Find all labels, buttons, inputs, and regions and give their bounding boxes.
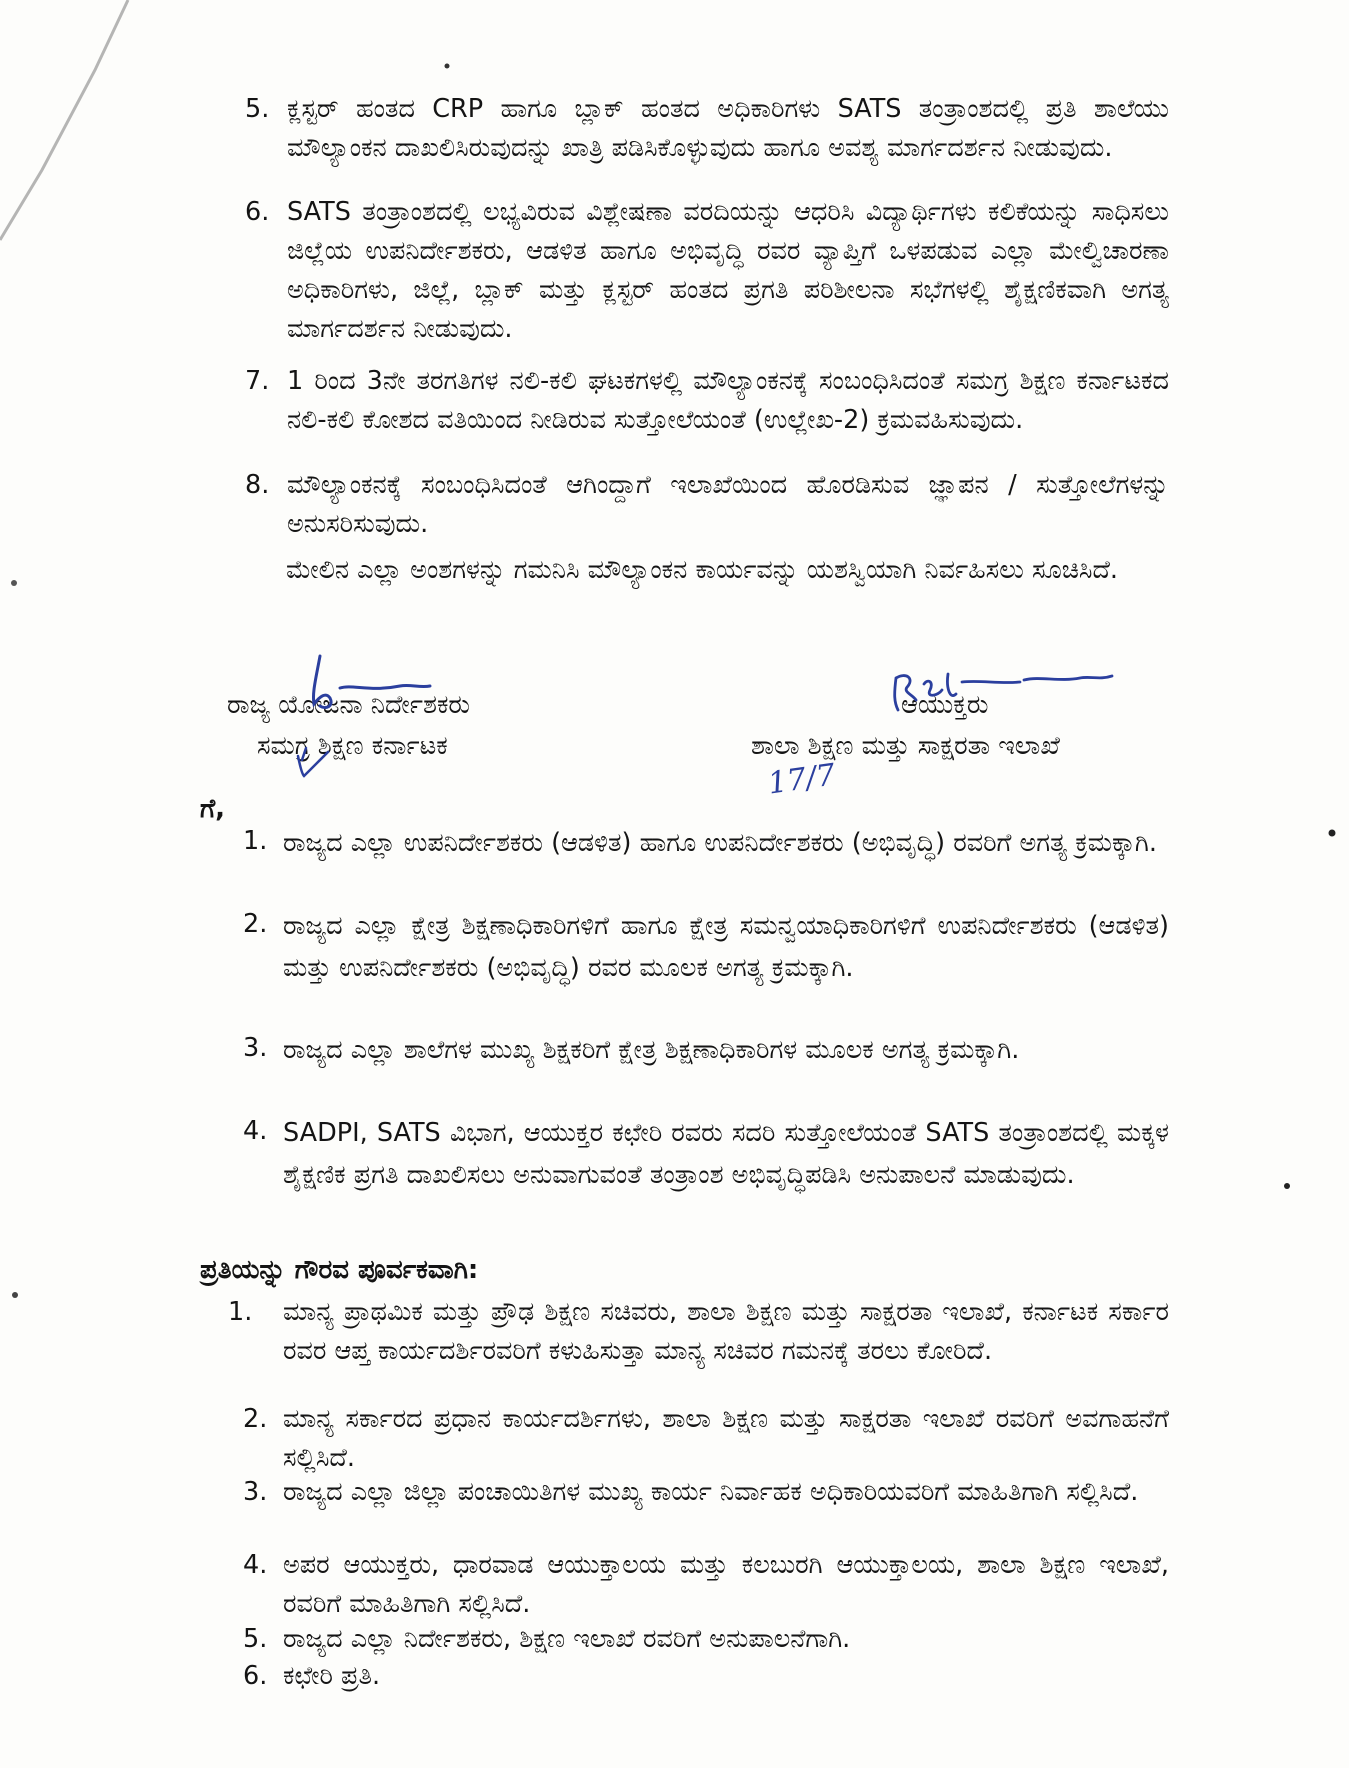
to-label: ಗೆ, xyxy=(200,794,225,824)
list-number: 3. xyxy=(243,1477,268,1507)
list-number: 1. xyxy=(228,1297,253,1327)
signatory-right-title: ಆಯುಕ್ತರು xyxy=(901,690,989,720)
list-number: 6. xyxy=(243,1661,268,1691)
list-item: ಕಛೇರಿ ಪ್ರತಿ. xyxy=(283,1661,381,1691)
list-item: ರಾಜ್ಯದ ಎಲ್ಲಾ ನಿರ್ದೇಶಕರು, ಶಿಕ್ಷಣ ಇಲಾಖೆ ರವರಿಗೆ ಅನುಪಾಲನೆಗಾಗಿ. xyxy=(283,1624,851,1654)
closing-paragraph: ಮೇಲಿನ ಎಲ್ಲಾ ಅಂಶಗಳನ್ನು ಗಮನಿಸಿ ಮೌಲ್ಯಾಂಕನ ಕಾರ್ಯವನ್ನು ಯಶಸ್ವಿಯಾಗಿ ನಿರ್ವಹಿಸಲು ಸೂಚಿಸಿದೆ. xyxy=(286,555,1119,585)
list-item: ಕ್ಲಸ್ಟರ್ ಹಂತದ CRP ಹಾಗೂ ಬ್ಲಾಕ್ ಹಂತದ ಅಧಿಕಾರಿಗಳು SATS ತಂತ್ರಾಂಶದಲ್ಲಿ ಪ್ರತಿ ಶಾಲೆಯು ಮೌಲ್ಯಾಂಕನ ದಾಖಲಿಸಿರುವುದನ್ನು ಖಾತ್ರಿ ಪಡಿಸಿಕೊಳ್ಳುವುದು ಹಾಗೂ ಅವಶ್ಯ ಮಾರ್ಗದರ್ಶನ ನೀಡುವುದು. xyxy=(287,94,1169,163)
list-number: 4. xyxy=(243,1116,268,1146)
left-handwritten-signature xyxy=(280,648,440,788)
list-number: 6. xyxy=(245,197,270,227)
right-handwritten-signature xyxy=(890,660,1130,820)
handwritten-date: 17/7 xyxy=(765,757,838,802)
list-item: ಮಾನ್ಯ ಸರ್ಕಾರದ ಪ್ರಧಾನ ಕಾರ್ಯದರ್ಶಿಗಳು, ಶಾಲಾ ಶಿಕ್ಷಣ ಮತ್ತು ಸಾಕ್ಷರತಾ ಇಲಾಖೆ ರವರಿಗೆ ಅವಗಾಹನೆಗೆ ಸಲ್ಲಿಸಿದೆ. xyxy=(283,1404,1169,1473)
list-number: 5. xyxy=(243,1624,268,1654)
list-item: 1 ರಿಂದ 3ನೇ ತರಗತಿಗಳ ನಲಿ-ಕಲಿ ಘಟಕಗಳಲ್ಲಿ ಮೌಲ್ಯಾಂಕನಕ್ಕೆ ಸಂಬಂಧಿಸಿದಂತೆ ಸಮಗ್ರ ಶಿಕ್ಷಣ ಕರ್ನಾಟಕದ ನಲಿ-ಕಲಿ ಕೋಶದ ವತಿಯಿಂದ ನೀಡಿರುವ ಸುತ್ತೋಲೆಯಂತೆ (ಉಲ್ಲೇಖ-2) ಕ್ರಮವಹಿಸುವುದು. xyxy=(287,366,1169,435)
list-item: SATS ತಂತ್ರಾಂಶದಲ್ಲಿ ಲಭ್ಯವಿರುವ ವಿಶ್ಲೇಷಣಾ ವರದಿಯನ್ನು ಆಧರಿಸಿ ವಿದ್ಯಾರ್ಥಿಗಳು ಕಲಿಕೆಯನ್ನು ಸಾಧಿಸಲು ಜಿಲ್ಲೆಯ ಉಪನಿರ್ದೇಶಕರು, ಆಡಳಿತ ಹಾಗೂ ಅಭಿವೃದ್ಧಿ ರವರ ವ್ಯಾಪ್ತಿಗೆ ಒಳಪಡುವ ಎಲ್ಲಾ ಮೇಲ್ವಿಚಾರಣಾ ಅಧಿಕಾರಿಗಳು, ಜಿಲ್ಲೆ, ಬ್ಲಾಕ್ ಮತ್ತು ಕ್ಲಸ್ಟರ್ ಹಂತದ ಪ್ರಗತಿ ಪರಿಶೀಲನಾ ಸಭೆಗಳಲ್ಲಿ ಶೈಕ್ಷಣಿಕವಾಗಿ ಅಗತ್ಯ ಮಾರ್ಗದರ್ಶನ ನೀಡುವುದು. xyxy=(287,197,1169,344)
list-number: 8. xyxy=(245,470,270,500)
copy-label: ಪ್ರತಿಯನ್ನು ಗೌರವ ಪೂರ್ವಕವಾಗಿ: xyxy=(200,1255,479,1285)
list-item: ಅಪರ ಆಯುಕ್ತರು, ಧಾರವಾಡ ಆಯುಕ್ತಾಲಯ ಮತ್ತು ಕಲಬುರಗಿ ಆಯುಕ್ತಾಲಯ, ಶಾಲಾ ಶಿಕ್ಷಣ ಇಲಾಖೆ, ರವರಿಗೆ ಮಾಹಿತಿಗಾಗಿ ಸಲ್ಲಿಸಿದೆ. xyxy=(283,1550,1169,1619)
list-item: ರಾಜ್ಯದ ಎಲ್ಲಾ ಜಿಲ್ಲಾ ಪಂಚಾಯಿತಿಗಳ ಮುಖ್ಯ ಕಾರ್ಯ ನಿರ್ವಾಹಕ ಅಧಿಕಾರಿಯವರಿಗೆ ಮಾಹಿತಿಗಾಗಿ ಸಲ್ಲಿಸಿದೆ. xyxy=(283,1477,1139,1507)
signatory-left-org: ಸಮಗ್ರ ಶಿಕ್ಷಣ ಕರ್ನಾಟಕ xyxy=(257,731,448,761)
signatory-left-title: ರಾಜ್ಯ ಯೋಜನಾ ನಿರ್ದೇಶಕರು xyxy=(227,690,471,720)
list-item: ರಾಜ್ಯದ ಎಲ್ಲಾ ಕ್ಷೇತ್ರ ಶಿಕ್ಷಣಾಧಿಕಾರಿಗಳಿಗೆ ಹಾಗೂ ಕ್ಷೇತ್ರ ಸಮನ್ವಯಾಧಿಕಾರಿಗಳಿಗೆ ಉಪನಿರ್ದೇಶಕರು (ಆಡಳಿತ) ಮತ್ತು ಉಪನಿರ್ದೇಶಕರು (ಅಭಿವೃದ್ಧಿ) ರವರ ಮೂಲಕ ಅಗತ್ಯ ಕ್ರಮಕ್ಕಾಗಿ. xyxy=(283,911,1169,983)
list-number: 5. xyxy=(245,94,270,124)
list-number: 2. xyxy=(243,1404,268,1434)
list-number: 4. xyxy=(243,1550,268,1580)
list-item: ಮಾನ್ಯ ಪ್ರಾಥಮಿಕ ಮತ್ತು ಪ್ರೌಢ ಶಿಕ್ಷಣ ಸಚಿವರು, ಶಾಲಾ ಶಿಕ್ಷಣ ಮತ್ತು ಸಾಕ್ಷರತಾ ಇಲಾಖೆ, ಕರ್ನಾಟಕ ಸರ್ಕಾರ ರವರ ಆಪ್ತ ಕಾರ್ಯದರ್ಶಿರವರಿಗೆ ಕಳುಹಿಸುತ್ತಾ ಮಾನ್ಯ ಸಚಿವರ ಗಮನಕ್ಕೆ ತರಲು ಕೋರಿದೆ. xyxy=(283,1297,1169,1366)
list-number: 1. xyxy=(243,826,268,856)
signatory-right-org: ಶಾಲಾ ಶಿಕ್ಷಣ ಮತ್ತು ಸಾಕ್ಷರತಾ ಇಲಾಖೆ xyxy=(751,731,1060,761)
list-number: 3. xyxy=(243,1033,268,1063)
list-item: SADPI, SATS ವಿಭಾಗ, ಆಯುಕ್ತರ ಕಛೇರಿ ರವರು ಸದರಿ ಸುತ್ತೋಲೆಯಂತೆ SATS ತಂತ್ರಾಂಶದಲ್ಲಿ ಮಕ್ಕಳ ಶೈಕ್ಷಣಿಕ ಪ್ರಗತಿ ದಾಖಲಿಸಲು ಅನುವಾಗುವಂತೆ ತಂತ್ರಾಂಶ ಅಭಿವೃದ್ಧಿಪಡಿಸಿ ಅನುಪಾಲನೆ ಮಾಡುವುದು. xyxy=(283,1118,1169,1190)
list-number: 2. xyxy=(243,909,268,939)
list-item: ರಾಜ್ಯದ ಎಲ್ಲಾ ಉಪನಿರ್ದೇಶಕರು (ಆಡಳಿತ) ಹಾಗೂ ಉಪನಿರ್ದೇಶಕರು (ಅಭಿವೃದ್ಧಿ) ರವರಿಗೆ ಅಗತ್ಯ ಕ್ರಮಕ್ಕಾಗಿ. xyxy=(283,828,1157,858)
list-item: ರಾಜ್ಯದ ಎಲ್ಲಾ ಶಾಲೆಗಳ ಮುಖ್ಯ ಶಿಕ್ಷಕರಿಗೆ ಕ್ಷೇತ್ರ ಶಿಕ್ಷಣಾಧಿಕಾರಿಗಳ ಮೂಲಕ ಅಗತ್ಯ ಕ್ರಮಕ್ಕಾಗಿ. xyxy=(283,1035,1020,1065)
list-item: ಮೌಲ್ಯಾಂಕನಕ್ಕೆ ಸಂಬಂಧಿಸಿದಂತೆ ಆಗಿಂದ್ದಾಗೆ ಇಲಾಖೆಯಿಂದ ಹೊರಡಿಸುವ ಜ್ಞಾಪನ / ಸುತ್ತೋಲೆಗಳನ್ನು ಅನುಸರಿಸುವುದು. xyxy=(287,470,1169,539)
list-number: 7. xyxy=(245,366,270,396)
